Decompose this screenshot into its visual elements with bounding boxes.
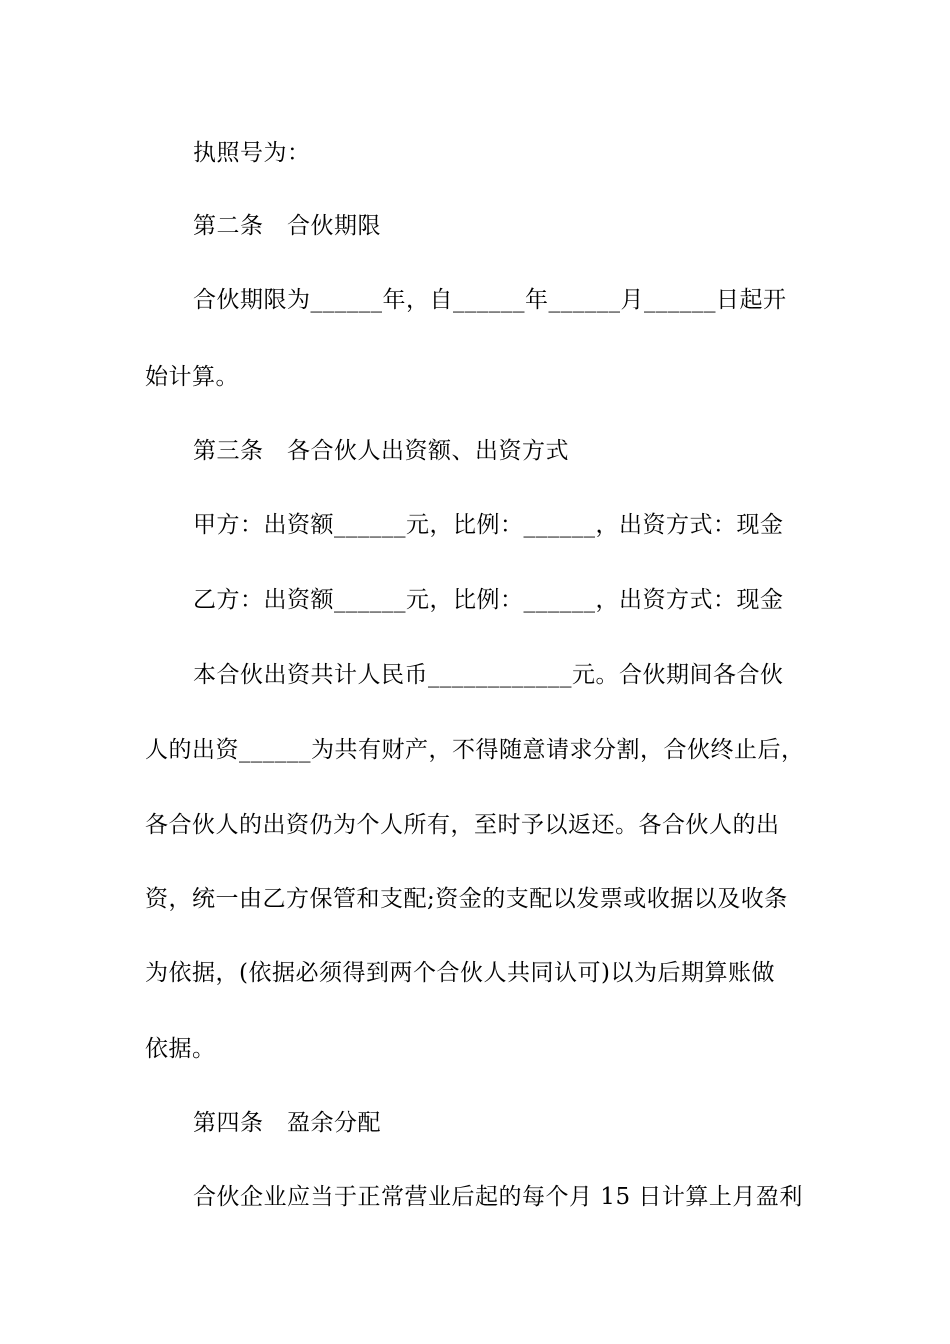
contribution-paragraph-line-5: 为依据，(依据必须得到两个合伙人共同认可)以为后期算账做 bbox=[145, 960, 775, 986]
article-2-heading: 第二条 合伙期限 bbox=[193, 213, 381, 239]
article-3-heading: 第三条 各合伙人出资额、出资方式 bbox=[193, 438, 569, 464]
contribution-paragraph-line-4: 资，统一由乙方保管和支配;资金的支配以发票或收据以及收条 bbox=[145, 886, 788, 912]
contribution-paragraph-line-6: 依据。 bbox=[145, 1036, 216, 1062]
total-contribution-line: 本合伙出资共计人民币____________元。合伙期间各合伙 bbox=[193, 662, 784, 688]
party-b-contribution: 乙方：出资额______元，比例：______，出资方式：现金 bbox=[193, 587, 784, 613]
contribution-paragraph-line-3: 各合伙人的出资仍为个人所有，至时予以返还。各合伙人的出 bbox=[145, 812, 780, 838]
article-4-heading: 第四条 盈余分配 bbox=[193, 1110, 381, 1136]
partnership-term-line-continued: 始计算。 bbox=[145, 364, 239, 390]
partnership-term-line: 合伙期限为______年，自______年______月______日起开 bbox=[193, 287, 787, 313]
party-a-contribution: 甲方：出资额______元，比例：______，出资方式：现金 bbox=[193, 512, 784, 538]
license-number-line: 执照号为： bbox=[193, 140, 311, 166]
profit-distribution-line: 合伙企业应当于正常营业后起的每个月 15 日计算上月盈利 bbox=[193, 1184, 803, 1210]
contribution-paragraph-line-2: 人的出资______为共有财产，不得随意请求分割，合伙终止后， bbox=[145, 737, 805, 763]
